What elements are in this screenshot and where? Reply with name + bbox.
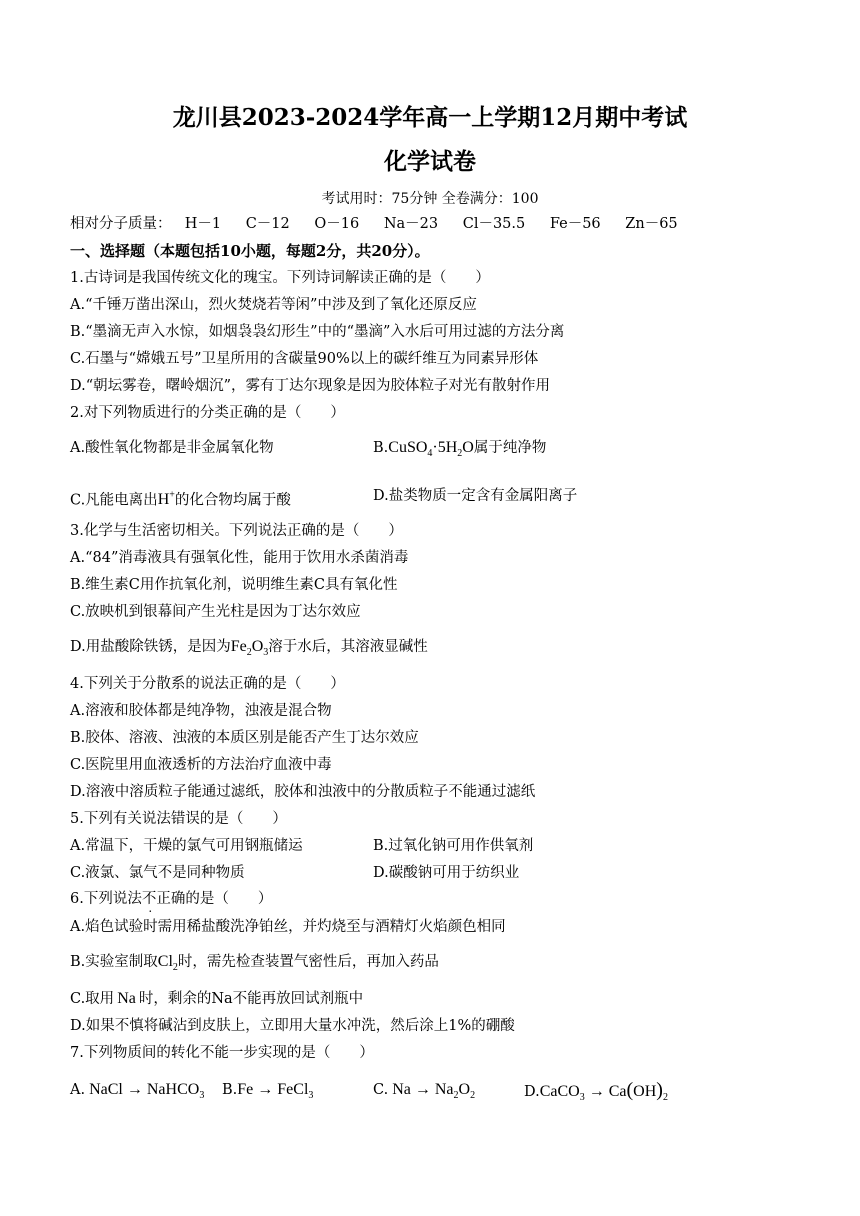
question-2-option-a: A.酸性氧化物都是非金属氧化物 xyxy=(70,440,274,456)
formula-cuso4-5h2o: $CuSO_4\cdot 5H_2O$ xyxy=(388,439,474,460)
mass-item: C－12 xyxy=(245,216,290,232)
question-2-option-d: D.盐类物质一定含有金属阳离子 xyxy=(373,488,578,504)
question-3-stem: 3.化学与生活密切相关。下列说法正确的是（ ） xyxy=(70,523,403,539)
question-4-option-b: B.胶体、溶液、浊液的本质区别是能否产生丁达尔效应 xyxy=(70,730,419,746)
question-5-option-b: B.过氧化钠可用作供氧剂 xyxy=(373,838,534,854)
mass-item: Zn－65 xyxy=(625,216,678,232)
option-c-prefix: C.取用 xyxy=(70,991,115,1007)
question-4-stem: 4.下列关于分散系的说法正确的是（ ） xyxy=(70,676,345,692)
option-d-prefix: D.用盐酸除铁锈，是因为 xyxy=(70,639,231,655)
question-2-option-c xyxy=(70,486,291,510)
question-3-option-a: A.“84”消毒液具有强氧化性，能用于饮用水杀菌消毒 xyxy=(70,550,409,566)
question-7-option-a xyxy=(70,1080,204,1106)
option-label: D. xyxy=(524,1084,540,1100)
page-subtitle: 化学试卷 xyxy=(384,148,476,175)
formula-fe-to-fecl3: Fe → FeCl$_3$ xyxy=(237,1081,314,1102)
option-label: B. xyxy=(222,1082,238,1098)
question-7-stem: 7.下列物质间的转化不能一步实现的是（ ） xyxy=(70,1045,374,1061)
question-2-option-b xyxy=(373,438,546,464)
mass-item: H－1 xyxy=(184,216,222,232)
question-1-option-a: A.“千锤万凿出深山，烈火焚烧若等闲”中涉及到了氧化还原反应 xyxy=(70,297,477,313)
mass-item: Na－23 xyxy=(383,216,439,232)
mass-item: Cl－35.5 xyxy=(462,216,526,232)
option-label: C. xyxy=(373,1082,389,1098)
question-4-option-c: C.医院里用血液透析的方法治疗血液中毒 xyxy=(70,757,332,773)
formula-fe2o3: $Fe_2O_3$ xyxy=(230,638,269,659)
question-1-option-b: B.“墨滴无声入水惊，如烟袅袅幻形生”中的“墨滴”入水后可用过滤的方法分离 xyxy=(70,324,565,340)
question-7-option-d xyxy=(524,1080,668,1108)
mass-item: O－16 xyxy=(314,216,360,232)
question-2-stem: 2.对下列物质进行的分类正确的是（ ） xyxy=(70,405,345,421)
question-6-option-a: A.焰色试验时需用稀盐酸洗净铂丝，并灼烧至与酒精灯火焰颜色相同 xyxy=(70,919,506,935)
mass-item: Fe－56 xyxy=(549,216,601,232)
question-3-option-d xyxy=(70,637,428,663)
formula-h-plus: H+ xyxy=(157,490,175,509)
question-5-option-a: A.常温下，干燥的氯气可用钢瓶储运 xyxy=(70,838,303,854)
option-b-prefix: B. xyxy=(373,440,389,456)
question-6-option-b xyxy=(70,952,439,978)
option-d-suffix: 溶于水后，其溶液显碱性 xyxy=(268,639,428,655)
stem-prefix: 6.下列说法 xyxy=(70,891,142,907)
question-3-option-c: C.放映机到银幕间产生光柱是因为丁达尔效应 xyxy=(70,604,361,620)
formula-na-to-na2o2: $Na \to Na_2O_2$ xyxy=(388,1081,476,1102)
question-4-option-d: D.溶液中溶质粒子能通过滤纸，胶体和浊液中的分散质粒子不能通过滤纸 xyxy=(70,784,536,800)
question-7-option-c xyxy=(373,1080,475,1106)
section-heading: 一、选择题（本题包括10小题，每题2分，共20分）。 xyxy=(70,242,430,260)
option-label: A. xyxy=(70,1082,86,1098)
relative-masses xyxy=(70,214,678,234)
question-5-option-d: D.碳酸钠可用于纺织业 xyxy=(373,865,520,881)
question-6-option-c xyxy=(70,989,363,1009)
question-7-option-b xyxy=(222,1080,313,1106)
exam-info: 考试用时：75分钟 全卷满分：100 xyxy=(321,191,539,207)
question-5-option-c: C.液氯、氯气不是同种物质 xyxy=(70,865,245,881)
formula-cl2: $Cl_2$ xyxy=(157,953,178,974)
formula-na: Na xyxy=(117,990,136,1007)
option-b-suffix: 属于纯净物 xyxy=(473,440,547,456)
stem-suffix: 正确的是（ ） xyxy=(156,891,273,907)
question-6-stem xyxy=(70,889,272,909)
question-6-option-d: D.如果不慎将碱沾到皮肤上，立即用大量水冲洗，然后涂上1%的硼酸 xyxy=(70,1018,515,1034)
option-b-prefix: B.实验室制取 xyxy=(70,954,158,970)
question-5-stem: 5.下列有关说法错误的是（ ） xyxy=(70,811,287,827)
option-c-suffix: 时，剩余的Na不能再放回试剂瓶中 xyxy=(138,991,364,1007)
option-c-suffix: 的化合物均属于酸 xyxy=(174,492,291,509)
question-1-option-d: D.“朝坛雾卷，曙岭烟沉”，雾有丁达尔现象是因为胶体粒子对光有散射作用 xyxy=(70,378,551,394)
formula-nacl-to-nahco3: NaCl → NaHCO$_3$ xyxy=(85,1081,205,1102)
question-1-stem: 1.古诗词是我国传统文化的瑰宝。下列诗词解读正确的是（ ） xyxy=(70,270,490,286)
option-b-suffix: 时，需先检查装置气密性后，再加入药品 xyxy=(177,954,439,970)
formula-caco3-to-caoh2: CaCO$_3$ → $Ca(OH)_2$ xyxy=(539,1079,668,1104)
masses-label: 相对分子质量： xyxy=(70,216,172,232)
question-3-option-b: B.维生素C用作抗氧化剂，说明维生素C具有氧化性 xyxy=(70,577,398,593)
question-1-option-c: C.石墨与“嫦娥五号”卫星所用的含碳量90%以上的碳纤维互为同素异形体 xyxy=(70,351,539,367)
question-4-option-a: A.溶液和胶体都是纯净物，浊液是混合物 xyxy=(70,703,332,719)
page-title: 龙川县2023-2024学年高一上学期12月期中考试 xyxy=(172,104,688,131)
option-c-prefix: C.凡能电离出 xyxy=(70,492,158,509)
emphasis-mark: 不 xyxy=(141,891,157,907)
